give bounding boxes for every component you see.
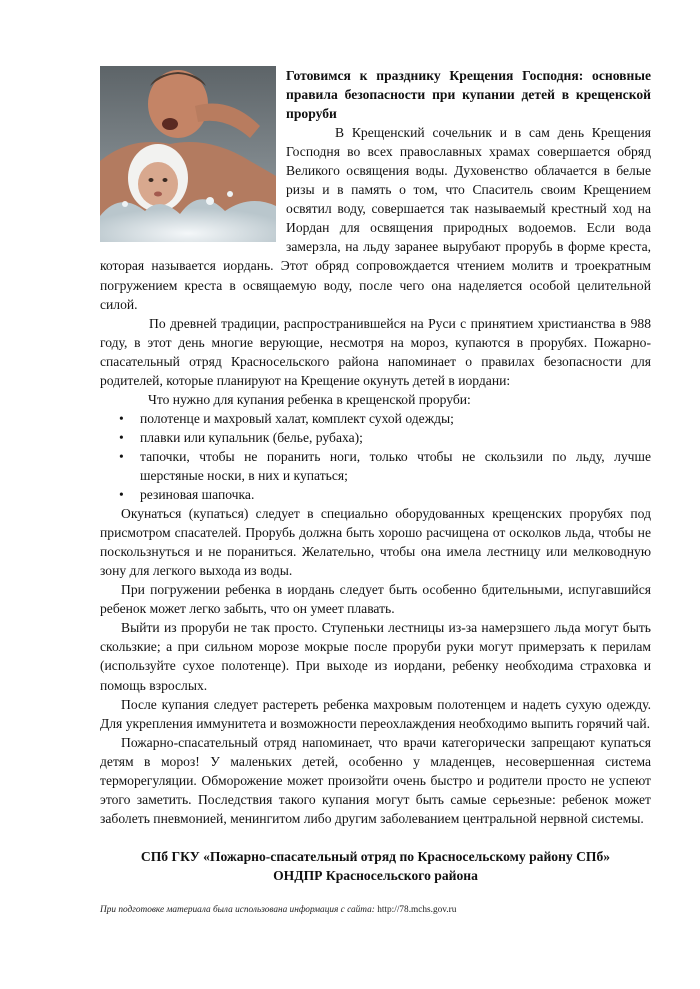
list-item: • тапочки, чтобы не поранить ноги, только чтобы не скользили по льду, лучше шерстяные носки, в них и купаться; bbox=[119, 448, 651, 483]
list-item: • полотенце и махровый халат, комплект сухой одежды; bbox=[100, 409, 651, 428]
source-note bbox=[100, 904, 651, 916]
items-list bbox=[100, 409, 651, 504]
bullet-icon: • bbox=[119, 429, 124, 445]
body-paragraph: Пожарно-спасательный отряд напоминает, что врачи категорически запрещают купаться детям в мороз! У маленьких детей, особенно у младенцев, несовершенная система терморегуляции. Обморожение может произойти очень быстро и родители просто не успеют этого заметить. Последствия такого купания могут быть самые серьезные: ребенок может заболеть пневмонией, менингитом либо другим заболеванием центральной нервной системы. bbox=[100, 734, 651, 826]
bullet-icon: • bbox=[119, 448, 124, 464]
list-item: • резиновая шапочка. bbox=[100, 485, 651, 504]
body-paragraph: Выйти из проруби не так просто. Ступеньки лестницы из-за намерзшего льда могут быть скользкие; а при сильном морозе мокрые после проруби руки могут примерзать к перилам (используйте сухое полотенце). При выходе из иордани, ребенку необходима страховка и помощь взрослых. bbox=[100, 620, 651, 693]
list-intro: Что нужно для купания ребенка в крещенской проруби: bbox=[148, 391, 471, 407]
body-paragraph: Окунаться (купаться) следует в специально оборудованных крещенских прорубях под присмотром спасателей. Прорубь должна быть хорошо расчищена от осколков льда, чтобы не поскользнуться и не пораниться. Желательно, чтобы она имела лестницу или мелководную зону для легкого выхода из воды. bbox=[100, 506, 651, 579]
signature-line-organization: СПб ГКУ «Пожарно-спасательный отряд по Красносельскому району СПб» bbox=[140, 848, 611, 864]
body-paragraph: При погружении ребенка в иордань следует быть особенно бдительными, испугавшийся ребенок может легко забыть, что он умеет плавать. bbox=[100, 582, 651, 617]
document-page bbox=[100, 66, 651, 916]
body-paragraph: После купания следует растереть ребенка махровым полотенцем и надеть сухую одежду. Для укрепления иммунитета и возможности переохлаждения необходимо выпить горячий чай. bbox=[100, 696, 651, 731]
intro-paragraph: В Крещенский сочельник и в сам день Крещения Господня во всех православных храмах совершается обряд Великого освящения воды. Духовенство облачается в белые ризы и в память о том, что Спаситель своим Крещением освятил воду, совершается так называемый крестный ход на Иордан для освящения природных водоемов. Если вода замерзла, на льду заранее вырубают прорубь в форме креста, которая называется иордань. Этот обряд сопровождается чтением молитв и троекратным погружением креста в освящаемую воду, после чего она наделяется особой целительной силой. bbox=[100, 125, 651, 312]
bullet-icon: • bbox=[119, 410, 124, 426]
list-item: • плавки или купальник (белье, рубаха); bbox=[100, 428, 651, 447]
tradition-paragraph: По древней традиции, распространившейся на Руси с принятием христианства в 988 году, в этот день многие верующие, несмотря на мороз, купаются в прорубях. Пожарно-спасательный отряд Красносельского района напоминает о правилах безопасности для родителей, которые планируют на Крещение окунуть детей в иордани: bbox=[100, 315, 651, 388]
photo-man-with-child-in-water-icon bbox=[100, 66, 276, 242]
article-title: Готовимся к празднику Крещения Господня: основные правила безопасности при купании детей в крещенской проруби bbox=[286, 68, 651, 122]
source-note-text: При подготовке материала была использована информация с сайта: bbox=[100, 904, 375, 915]
source-url: http://78.mchs.gov.ru bbox=[377, 904, 457, 915]
signature-line-department: ОНДПР Красносельского района bbox=[273, 867, 478, 883]
bullet-icon: • bbox=[119, 487, 124, 503]
signature-block bbox=[100, 847, 651, 885]
article-photo bbox=[100, 66, 276, 242]
